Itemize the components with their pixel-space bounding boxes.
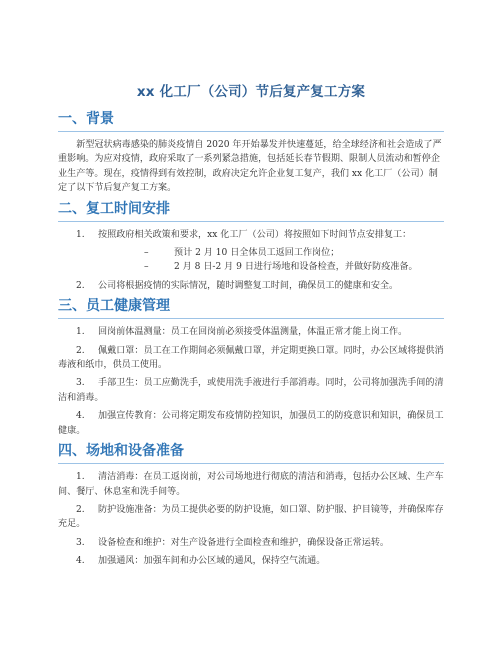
item-text: 手部卫生：员工应勤洗手，或使用洗手液进行手部消毒。同时，公司将加强洗手间的清洁和消毒。 [58, 378, 444, 403]
document-title: xx 化工厂（公司）节后复产复工方案 [136, 84, 366, 100]
list-item [58, 470, 444, 499]
section-paragraph: 新型冠状病毒感染的肺炎疫情自 2020 年开始暴发并快速蔓延，给全球经济和社会造成了严重影响。为应对疫情，政府采取了一系列紧急措施，包括延长春节假期、限制人员流动和暂停企业生产等。现在，疫情得到有效控制，政府决定允许企业复工复产，我们 xx 化工厂（公司）制定了以下节后复产复工方案。 [58, 140, 442, 194]
section-heading: 二、复工时间安排 [58, 200, 444, 222]
list-item [58, 376, 444, 405]
sub-item-text: 2 月 8 日-2 月 9 日进行场地和设备检查，并做好防疫准备。 [174, 262, 418, 273]
item-text: 清洁消毒：在员工返岗前，对公司场地进行彻底的清洁和消毒，包括办公区域、生产车间、餐厅、休息室和洗手间等。 [58, 472, 444, 497]
section-heading: 四、场地和设备准备 [58, 442, 444, 464]
item-number: 3. [76, 378, 85, 389]
section-heading: 三、员工健康管理 [58, 297, 444, 319]
list-item [58, 279, 444, 293]
list-item [58, 409, 444, 438]
section-schedule [58, 200, 444, 294]
item-text: 按照政府相关政策和要求，xx 化工厂（公司）将按照如下时间节点安排复工： [98, 229, 412, 240]
list-item [58, 228, 444, 242]
item-text: 公司将根据疫情的实际情况，随时调整复工时间，确保员工的健康和安全。 [98, 280, 399, 291]
item-number: 2. [76, 504, 85, 515]
section-heading: 一、背景 [58, 110, 444, 132]
item-text: 设备检查和维护：对生产设备进行全面检查和维护，确保设备正常运转。 [98, 537, 390, 548]
section-health [58, 297, 444, 438]
sub-list-item [58, 246, 444, 260]
section-background [58, 110, 444, 196]
item-text: 加强宣传教育：公司将定期发布疫情防控知识，加强员工的防疫意识和知识，确保员工健康。 [58, 411, 444, 436]
dash-marker: – [144, 262, 149, 273]
list-item [58, 554, 444, 568]
item-text: 佩戴口罩：员工在工作期间必须佩戴口罩，并定期更换口罩。同时，办公区域将提供消毒液和纸巾，供员工使用。 [58, 345, 444, 371]
section-site-equipment [58, 442, 444, 568]
item-text: 防护设施准备：为员工提供必要的防护设施，如口罩、防护服、护目镜等，并确保库存充足。 [58, 504, 444, 530]
list-item [58, 536, 444, 550]
item-text: 加强通风：加强车间和办公区域的通风，保持空气流通。 [98, 556, 326, 567]
sub-list-item [58, 260, 444, 274]
sub-item-text: 预计 2 月 10 日全体员工返回工作岗位； [174, 248, 340, 259]
item-text: 回岗前体温测量：员工在回岗前必须接受体温测量，体温正常才能上岗工作。 [98, 327, 408, 338]
item-number: 4. [76, 411, 85, 422]
list-item [58, 344, 444, 373]
list-item [58, 325, 444, 339]
dash-marker: – [144, 248, 149, 259]
item-number: 1. [76, 327, 85, 338]
item-number: 1. [76, 229, 85, 240]
item-number: 1. [76, 472, 85, 483]
list-item [58, 503, 444, 532]
item-number: 4. [76, 556, 85, 567]
item-number: 3. [76, 537, 85, 548]
item-number: 2. [76, 345, 85, 356]
item-number: 2. [76, 280, 85, 291]
